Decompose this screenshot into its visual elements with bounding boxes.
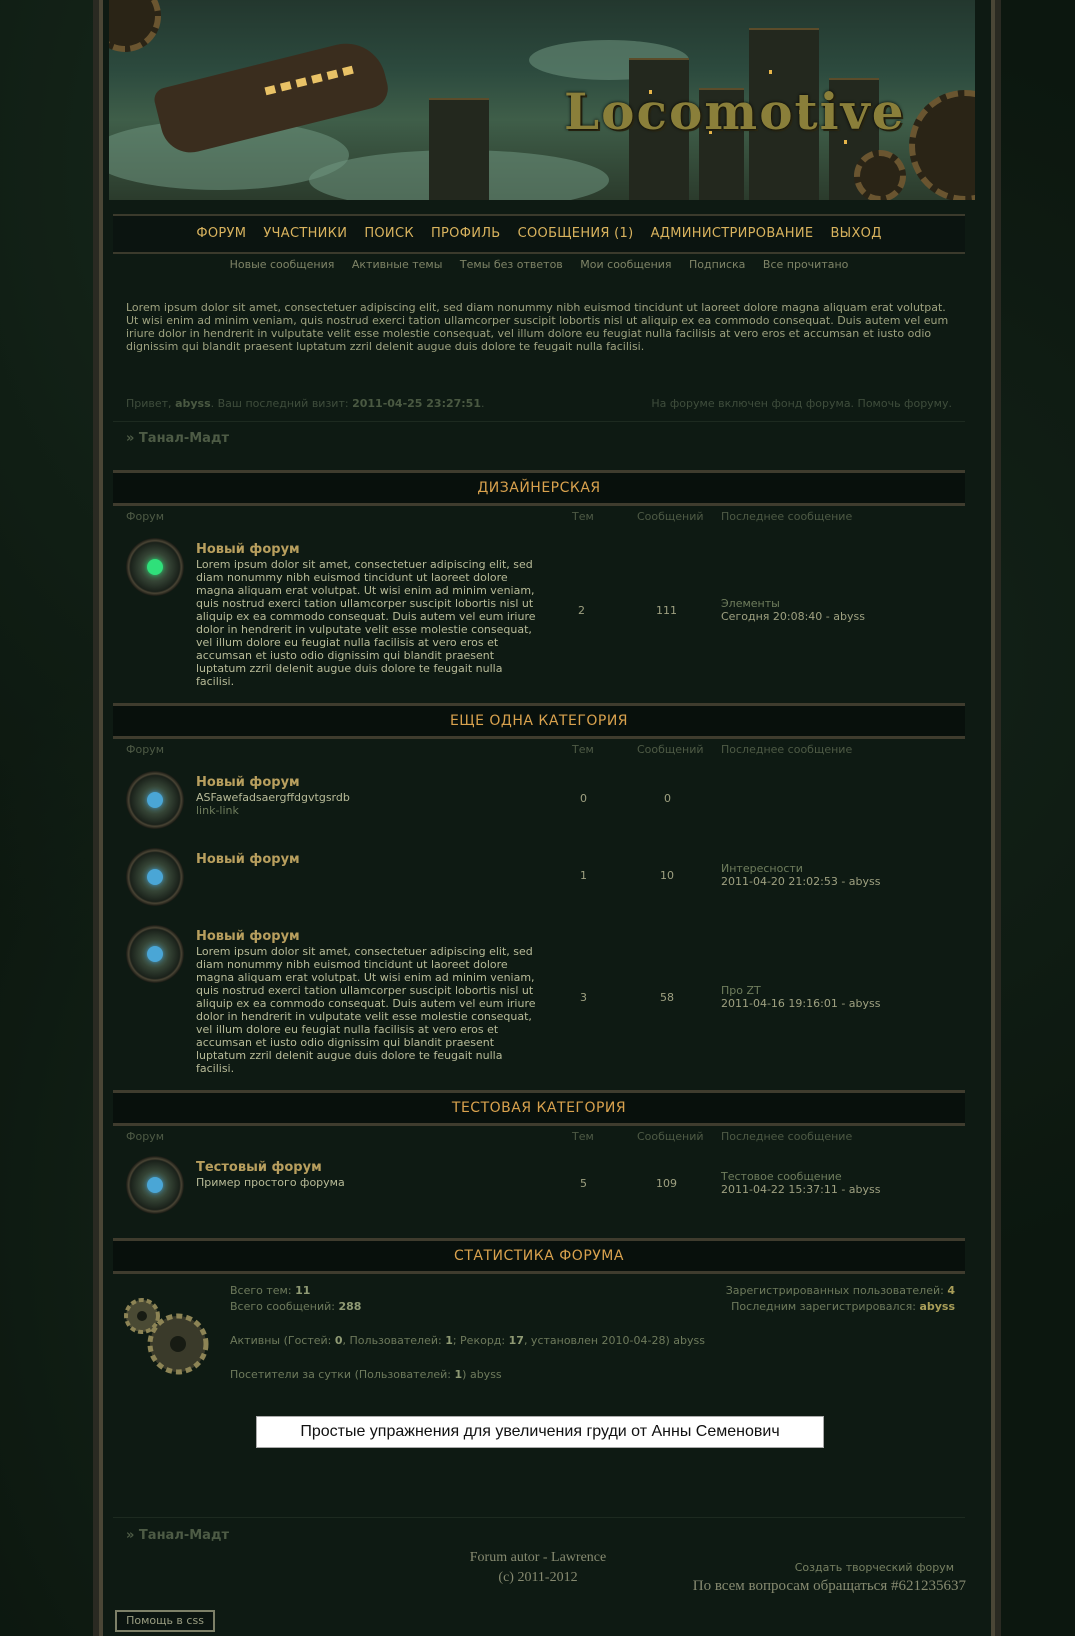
col-topics: Тем [572,743,594,756]
stats-last-reg-user[interactable]: abyss [919,1300,955,1313]
stats-topics [230,1284,310,1297]
main-nav [113,214,965,254]
stats-daily-text: ) abyss [462,1368,502,1381]
forum-status-icon [126,925,184,983]
stats-daily-users: 1 [454,1368,463,1381]
window-light [769,70,772,74]
subnav-unanswered[interactable]: Темы без ответов [459,258,563,271]
last-visit-time: 2011-04-25 23:27:51 [352,397,481,410]
forum-description [196,791,536,817]
forum-posts-count: 109 [656,1177,677,1190]
forum-title-link[interactable]: Новый форум [196,929,300,944]
col-forum: Форум [126,743,164,756]
forum-status-icon [126,771,184,829]
nav-search[interactable]: ПОИСК [364,226,414,241]
forum-title-link[interactable]: Новый форум [196,852,300,867]
stats-active-text: , установлен 2010-04-28) abyss [523,1334,705,1347]
forum-topics-count: 2 [578,604,585,617]
stats-active-text: , Пользователей: [342,1334,442,1347]
forum-description: Lorem ipsum dolor sit amet, consectetuer adipiscing elit, sed diam nonummy nibh euismod tincidunt ut laoreet dolore magna aliquam erat volutpat. Ut wisi enim ad minim veniam, quis nostrud exerci tation ullamcorper suscipit lobortis nisl ut aliquip ex ea commodo consequat. Duis autem vel eum iriure dolor in hendrerit in vulputate velit esse molestie consequat, vel illum dolore eu feugiat nulla facilisis at vero eros et accumsan et iusto odio dignissim qui blandit praesent luptatum zzril delenit augue duis dolore te feugait nulla facilisi. [196,558,536,688]
last-post-meta: 2011-04-20 21:02:53 - abyss [721,875,881,888]
breadcrumb[interactable]: » Танал-Мадт [126,431,229,446]
last-post-title[interactable]: Элементы [721,597,780,610]
category-header [113,703,965,739]
forum-title-link[interactable]: Новый форум [196,775,300,790]
category-title: ДИЗАЙНЕРСКАЯ [477,480,601,496]
gear-icon [109,0,161,52]
forum-posts-count: 10 [660,869,674,882]
site-logo[interactable]: Locomotive [564,82,906,141]
stats-posts-value: 288 [338,1300,362,1313]
forum-description: Lorem ipsum dolor sit amet, consectetuer adipiscing elit, sed diam nonummy nibh euismod tincidunt ut laoreet dolore magna aliquam erat volutpat. Ut wisi enim ad minim veniam, quis nostrud exerci tation ullamcorper suscipit lobortis nisl ut aliquip ex ea commodo consequat. Duis autem vel eum iriure dolor in hendrerit in vulputate velit esse molestie consequat, vel illum dolore eu feugiat nulla facilisis at vero eros et accumsan et iusto odio dignissim qui blandit praesent luptatum zzril delenit augue duis dolore te feugait nulla facilisi. [196,945,536,1075]
last-post-title[interactable]: Про ZT [721,984,761,997]
divider [113,421,965,422]
forum-subforum-link[interactable]: link-link [196,804,239,817]
footer-author: Forum autor - Lawrence [469,1550,607,1565]
last-post-title[interactable]: Интересности [721,862,803,875]
nav-forum[interactable]: ФОРУМ [196,226,247,241]
forum-topics-count: 5 [580,1177,587,1190]
subnav-my-posts[interactable]: Мои сообщения [580,258,672,271]
category-header [113,1238,965,1274]
footer-credits [433,1548,643,1588]
create-forum-link[interactable]: Создать творческий форум [794,1561,954,1574]
stats-daily-visitors [230,1368,502,1381]
stats-last-registered [731,1300,955,1313]
subnav-mark-read[interactable]: Все прочитано [762,258,849,271]
category-header [113,470,965,506]
forum-topics-count: 0 [580,792,587,805]
col-last-post: Последнее сообщение [721,510,853,523]
forum-description-text: ASFawefadsaergffdgvtgsrdb [196,791,350,804]
nav-messages[interactable]: СООБЩЕНИЯ (1) [517,226,634,241]
forum-description: Пример простого форума [196,1176,345,1189]
col-topics: Тем [572,510,594,523]
username[interactable]: abyss [175,397,211,410]
gear-icon [909,90,975,200]
sub-nav [113,258,965,271]
col-forum: Форум [126,510,164,523]
last-post-meta: 2011-04-22 15:37:11 - abyss [721,1183,881,1196]
stats-active-text: Активны (Гостей: [230,1334,332,1347]
category-header [113,1090,965,1126]
col-last-post: Последнее сообщение [721,743,853,756]
last-post-meta: Сегодня 20:08:40 - abyss [721,610,865,623]
col-last-post: Последнее сообщение [721,1130,853,1143]
stats-posts [230,1300,361,1313]
forum-status-icon [126,538,184,596]
category-title: ТЕСТОВАЯ КАТЕГОРИЯ [451,1100,627,1116]
forum-topics-count: 1 [580,869,587,882]
forum-title-link[interactable]: Новый форум [196,542,300,557]
stats-daily-text: Посетители за сутки (Пользователей: [230,1368,452,1381]
stats-topics-label: Всего тем: [230,1284,292,1297]
stats-active-users [230,1334,705,1347]
welcome-bar: Привет, abyss. Ваш последний визит: 2011-04-25 23:27:51. На форуме включен фонд форума. Помочь форуму. [126,397,952,410]
stats-registered-label: Зарегистрированных пользователей: [725,1284,944,1297]
stats-users: 1 [445,1334,453,1347]
forum-status-icon [126,1156,184,1214]
gear-icon [854,150,906,200]
ad-banner-link[interactable]: Простые упражнения для увеличения груди от Анны Семенович [256,1416,824,1448]
category-title: ЕЩЕ ОДНА КАТЕГОРИЯ [449,713,629,729]
greeting-text: Привет, [126,397,172,410]
last-post-meta: 2011-04-16 19:16:01 - abyss [721,997,881,1010]
col-topics: Тем [572,1130,594,1143]
footer-breadcrumb[interactable]: » Танал-Мадт [126,1528,229,1543]
nav-admin[interactable]: АДМИНИСТРИРОВАНИЕ [650,226,814,241]
divider [113,1517,965,1518]
forum-posts-count: 111 [656,604,677,617]
col-forum: Форум [126,1130,164,1143]
footer-contact: По всем вопросам обращаться #621235637 [692,1578,966,1594]
stats-registered [726,1284,955,1297]
gear-icon [120,1294,220,1376]
footer-copyright: (c) 2011-2012 [498,1570,578,1585]
last-post-title[interactable]: Тестовое сообщение [721,1170,842,1183]
forum-title-link[interactable]: Тестовый форум [196,1160,322,1175]
announcement: Lorem ipsum dolor sit amet, consectetuer adipiscing elit, sed diam nonummy nibh euismod tincidunt ut laoreet dolore magna aliquam erat volutpat. Ut wisi enim ad minim veniam, quis nostrud exerci tation ullamcorper suscipit lobortis nisl ut aliquip ex ea commodo consequat. Duis autem vel eum iriure dolor in hendrerit in vulputate velit esse molestie consequat, vel illum dolore eu feugiat nulla facilisis at vero eros et accumsan et iusto odio dignissim qui blandit praesent luptatum zzril delenit augue duis dolore te feugait nulla facilisi. [126,301,949,353]
col-posts: Сообщений [637,510,704,523]
nav-logout[interactable]: ВЫХОД [830,226,882,241]
forum-status-icon [126,848,184,906]
stats-posts-label: Всего сообщений: [230,1300,335,1313]
stats-record: 17 [508,1334,524,1347]
building-decor [429,98,489,200]
forum-posts-count: 58 [660,991,674,1004]
help-css-button[interactable]: Помощь в css [115,1610,215,1632]
stats-title: СТАТИСТИКА ФОРУМА [454,1248,624,1264]
col-posts: Сообщений [637,1130,704,1143]
stats-topics-value: 11 [295,1284,311,1297]
subnav-active-topics[interactable]: Активные темы [351,258,443,271]
forum-posts-count: 0 [664,792,671,805]
stats-registered-value: 4 [947,1284,955,1297]
nav-profile[interactable]: ПРОФИЛЬ [430,226,501,241]
forum-fund-link[interactable]: На форуме включен фонд форума. Помочь форуму. [651,397,952,410]
last-visit-label: . Ваш последний визит: [210,397,349,410]
stats-active-text: ; Рекорд: [452,1334,506,1347]
col-posts: Сообщений [637,743,704,756]
subnav-subscriptions[interactable]: Подписка [689,258,746,271]
forum-topics-count: 3 [580,991,587,1004]
subnav-new-posts[interactable]: Новые сообщения [229,258,335,271]
header-banner [109,0,975,200]
nav-members[interactable]: УЧАСТНИКИ [263,226,348,241]
stats-guests: 0 [334,1334,343,1347]
stats-last-reg-label: Последним зарегистрировался: [731,1300,916,1313]
